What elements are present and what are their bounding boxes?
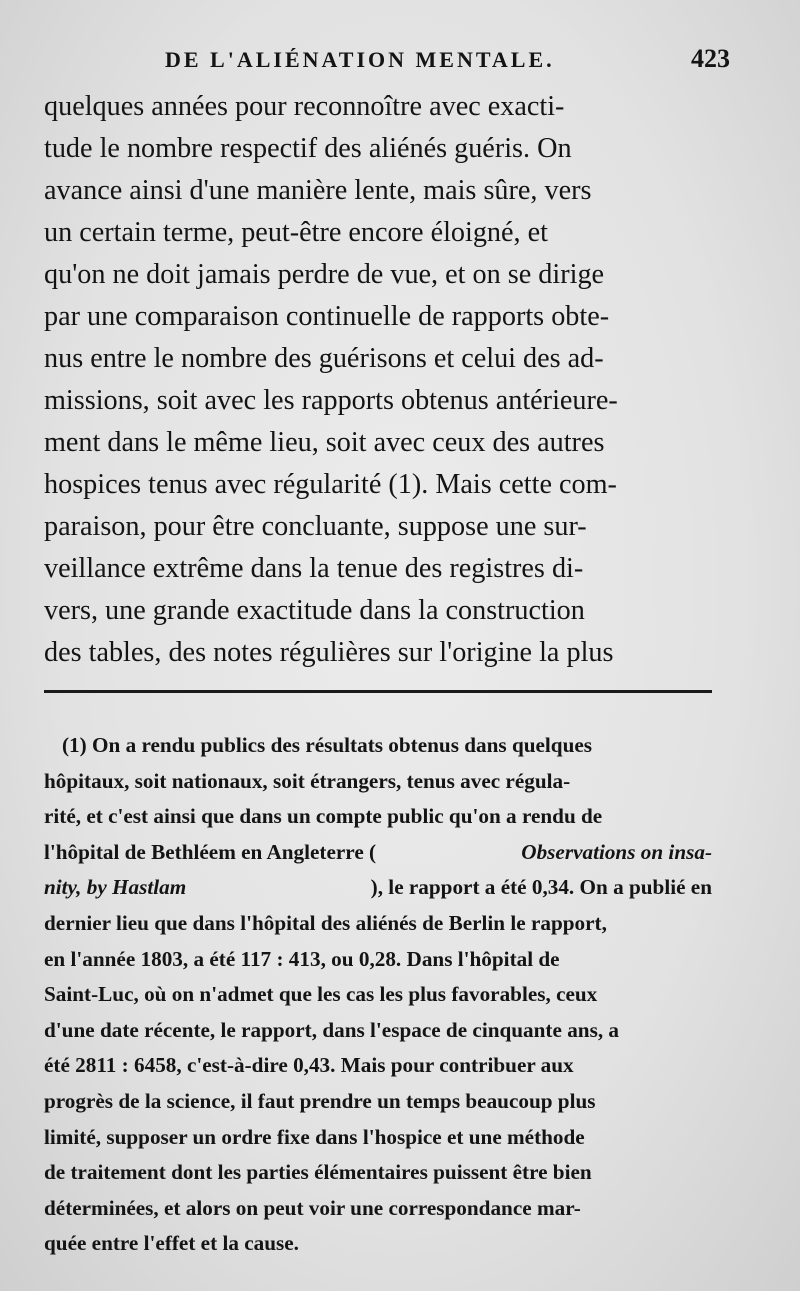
footnote-line: [44, 870, 712, 906]
text-line: veillance extrême dans la tenue des registres di-: [44, 553, 584, 584]
footnote-line: de traitement dont les parties élémentaires puissent être bien: [44, 1160, 592, 1185]
text-line: quelques années pour reconnoître avec exacti-: [44, 91, 565, 122]
text-line: tude le nombre respectif des aliénés guéris. On: [44, 133, 572, 164]
text-line: nus entre le nombre des guérisons et celui des ad-: [44, 343, 604, 374]
text-line: qu'on ne doit jamais perdre de vue, et on se dirige: [44, 259, 605, 290]
footnote-text: l'hôpital de Bethléem en Angleterre (: [44, 839, 382, 864]
text-line: vers, une grande exactitude dans la construction: [44, 595, 585, 626]
text-line: des tables, des notes régulières sur l'origine la plus: [44, 637, 614, 668]
text-line: un certain terme, peut-être encore éloigné, et: [44, 217, 548, 248]
text-line: avance ainsi d'une manière lente, mais sûre, vers: [44, 175, 592, 206]
footnote-line: rité, et c'est ainsi que dans un compte public qu'on a rendu de: [44, 804, 603, 829]
footnote-line: limité, supposer un ordre fixe dans l'hospice et une méthode: [44, 1124, 585, 1149]
footnote-text: ), le rapport a été 0,34. On a publié en: [370, 875, 712, 900]
text-line: par une comparaison continuelle de rapports obte-: [44, 301, 610, 332]
footnote-line: quée entre l'effet et la cause.: [44, 1231, 299, 1256]
main-text: [44, 86, 712, 674]
citation-title: Observations on insa-: [521, 839, 712, 864]
running-title: DE L'ALIÉNATION MENTALE.: [165, 47, 555, 72]
footnote-line: hôpitaux, soit nationaux, soit étrangers, tenus avec régula-: [44, 768, 571, 793]
text-line: paraison, pour être concluante, suppose une sur-: [44, 511, 587, 542]
footnote-line: dernier lieu que dans l'hôpital des aliénés de Berlin le rapport,: [44, 910, 607, 935]
footnote-line: (1) On a rendu publics des résultats obtenus dans quelques: [62, 733, 593, 757]
footnote-line: [44, 835, 712, 871]
footnote-line: Saint-Luc, où on n'admet que les cas les plus favorables, ceux: [44, 982, 598, 1007]
text-line: ment dans le même lieu, soit avec ceux des autres: [44, 427, 605, 458]
footnote-line: déterminées, et alors on peut voir une correspondance mar-: [44, 1195, 581, 1220]
footnote-line: en l'année 1803, a été 117 : 413, ou 0,28. Dans l'hôpital de: [44, 946, 560, 971]
text-line: hospices tenus avec régularité (1). Mais cette com-: [44, 469, 617, 500]
footnote-divider: [44, 690, 712, 693]
footnote-line: été 2811 : 6458, c'est-à-dire 0,43. Mais pour contribuer aux: [44, 1053, 574, 1078]
text-line: missions, soit avec les rapports obtenus antérieure-: [44, 385, 618, 416]
page-header: [165, 44, 730, 74]
footnote-line: progrès de la science, il faut prendre un temps beaucoup plus: [44, 1088, 596, 1113]
footnote: [44, 728, 712, 1262]
citation-title: nity, by Hastlam: [44, 875, 187, 900]
page-number: 423: [691, 44, 730, 73]
footnote-line: d'une date récente, le rapport, dans l'espace de cinquante ans, a: [44, 1017, 620, 1042]
